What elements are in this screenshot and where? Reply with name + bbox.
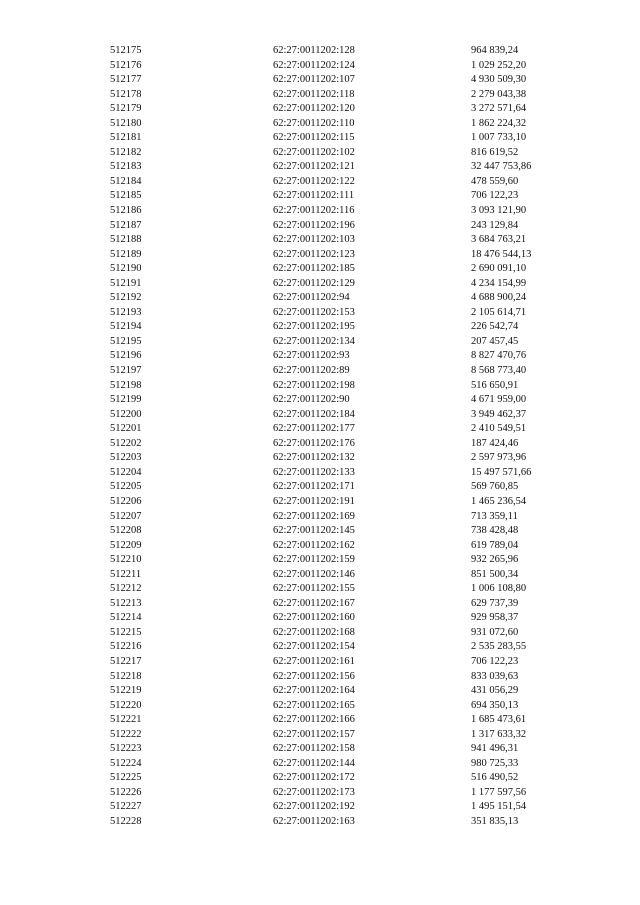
cadastral-number: 62:27:0011202:192 bbox=[273, 801, 355, 813]
row-number: 512194 bbox=[110, 321, 142, 333]
cadastral-number: 62:27:0011202:198 bbox=[273, 379, 355, 391]
cadastral-number: 62:27:0011202:94 bbox=[273, 292, 350, 304]
value-amount: 3 949 462,37 bbox=[471, 408, 527, 420]
table-row bbox=[0, 408, 640, 423]
row-number: 512213 bbox=[110, 597, 142, 609]
table-row bbox=[0, 713, 640, 728]
cadastral-number: 62:27:0011202:160 bbox=[273, 612, 355, 624]
cadastral-number: 62:27:0011202:163 bbox=[273, 815, 355, 827]
table-row bbox=[0, 670, 640, 685]
cadastral-number: 62:27:0011202:158 bbox=[273, 743, 355, 755]
cadastral-number: 62:27:0011202:145 bbox=[273, 525, 355, 537]
row-number: 512207 bbox=[110, 510, 142, 522]
table-row bbox=[0, 189, 640, 204]
table-row bbox=[0, 335, 640, 350]
table-row bbox=[0, 480, 640, 495]
cadastral-number: 62:27:0011202:124 bbox=[273, 59, 355, 71]
table-row bbox=[0, 771, 640, 786]
table-row bbox=[0, 44, 640, 59]
row-number: 512181 bbox=[110, 132, 142, 144]
table-row bbox=[0, 88, 640, 103]
table-row bbox=[0, 262, 640, 277]
cadastral-number: 62:27:0011202:107 bbox=[273, 74, 355, 86]
cadastral-number: 62:27:0011202:116 bbox=[273, 205, 355, 217]
table-row bbox=[0, 437, 640, 452]
table-row bbox=[0, 291, 640, 306]
value-amount: 516 490,52 bbox=[471, 772, 519, 784]
cadastral-number: 62:27:0011202:111 bbox=[273, 190, 355, 202]
value-amount: 207 457,45 bbox=[471, 335, 519, 347]
row-number: 512175 bbox=[110, 45, 142, 56]
cadastral-number: 62:27:0011202:161 bbox=[273, 655, 355, 667]
table-row bbox=[0, 684, 640, 699]
row-number: 512218 bbox=[110, 670, 142, 682]
row-number: 512223 bbox=[110, 743, 142, 755]
value-amount: 1 006 108,80 bbox=[471, 583, 527, 595]
table-row bbox=[0, 175, 640, 190]
row-number: 512179 bbox=[110, 103, 142, 115]
cadastral-number: 62:27:0011202:196 bbox=[273, 219, 355, 231]
value-amount: 18 476 544,13 bbox=[471, 248, 532, 260]
value-amount: 4 671 959,00 bbox=[471, 394, 527, 406]
value-amount: 932 265,96 bbox=[471, 554, 519, 566]
value-amount: 3 684 763,21 bbox=[471, 234, 527, 246]
row-number: 512177 bbox=[110, 74, 142, 86]
cadastral-number: 62:27:0011202:166 bbox=[273, 714, 355, 726]
cadastral-number: 62:27:0011202:93 bbox=[273, 350, 350, 362]
row-number: 512227 bbox=[110, 801, 142, 813]
value-amount: 478 559,60 bbox=[471, 175, 519, 187]
cadastral-number: 62:27:0011202:156 bbox=[273, 670, 355, 682]
row-number: 512220 bbox=[110, 699, 142, 711]
row-number: 512187 bbox=[110, 219, 142, 231]
value-amount: 1 862 224,32 bbox=[471, 117, 527, 129]
table-row bbox=[0, 699, 640, 714]
row-number: 512180 bbox=[110, 117, 142, 129]
cadastral-number: 62:27:0011202:159 bbox=[273, 554, 355, 566]
cadastral-number: 62:27:0011202:146 bbox=[273, 568, 355, 580]
value-amount: 738 428,48 bbox=[471, 525, 519, 537]
value-amount: 431 056,29 bbox=[471, 685, 519, 697]
table-row bbox=[0, 320, 640, 335]
value-amount: 187 424,46 bbox=[471, 437, 519, 449]
table-row bbox=[0, 73, 640, 88]
table-row bbox=[0, 451, 640, 466]
row-number: 512226 bbox=[110, 786, 142, 798]
cadastral-number: 62:27:0011202:154 bbox=[273, 641, 355, 653]
row-number: 512210 bbox=[110, 554, 142, 566]
row-number: 512198 bbox=[110, 379, 142, 391]
table-row bbox=[0, 248, 640, 263]
row-number: 512217 bbox=[110, 655, 142, 667]
cadastral-number: 62:27:0011202:167 bbox=[273, 597, 355, 609]
value-amount: 941 496,31 bbox=[471, 743, 519, 755]
value-amount: 4 930 509,30 bbox=[471, 74, 527, 86]
cadastral-number: 62:27:0011202:129 bbox=[273, 277, 355, 289]
row-number: 512190 bbox=[110, 263, 142, 275]
cadastral-number: 62:27:0011202:155 bbox=[273, 583, 355, 595]
row-number: 512202 bbox=[110, 437, 142, 449]
row-number: 512216 bbox=[110, 641, 142, 653]
table-row bbox=[0, 364, 640, 379]
value-amount: 980 725,33 bbox=[471, 757, 519, 769]
cadastral-number: 62:27:0011202:176 bbox=[273, 437, 355, 449]
value-amount: 816 619,52 bbox=[471, 146, 519, 158]
table-row bbox=[0, 611, 640, 626]
row-number: 512212 bbox=[110, 583, 142, 595]
value-amount: 2 535 283,55 bbox=[471, 641, 527, 653]
table-row bbox=[0, 102, 640, 117]
cadastral-number: 62:27:0011202:133 bbox=[273, 466, 355, 478]
value-amount: 929 958,37 bbox=[471, 612, 519, 624]
cadastral-number: 62:27:0011202:110 bbox=[273, 117, 355, 129]
value-amount: 629 737,39 bbox=[471, 597, 519, 609]
cadastral-number: 62:27:0011202:173 bbox=[273, 786, 355, 798]
row-number: 512214 bbox=[110, 612, 142, 624]
cadastral-number: 62:27:0011202:118 bbox=[273, 88, 355, 100]
table-row bbox=[0, 582, 640, 597]
row-number: 512206 bbox=[110, 495, 142, 507]
value-amount: 32 447 753,86 bbox=[471, 161, 532, 173]
row-number: 512182 bbox=[110, 146, 142, 158]
row-number: 512219 bbox=[110, 685, 142, 697]
row-number: 512209 bbox=[110, 539, 142, 551]
value-amount: 694 350,13 bbox=[471, 699, 519, 711]
row-number: 512186 bbox=[110, 205, 142, 217]
row-number: 512192 bbox=[110, 292, 142, 304]
cadastral-number: 62:27:0011202:90 bbox=[273, 394, 350, 406]
value-amount: 243 129,84 bbox=[471, 219, 519, 231]
table-row bbox=[0, 219, 640, 234]
table-row bbox=[0, 800, 640, 815]
table-row bbox=[0, 728, 640, 743]
row-number: 512211 bbox=[110, 568, 142, 580]
value-amount: 2 690 091,10 bbox=[471, 263, 527, 275]
value-amount: 619 789,04 bbox=[471, 539, 519, 551]
table-row bbox=[0, 59, 640, 74]
cadastral-number: 62:27:0011202:134 bbox=[273, 335, 355, 347]
cadastral-number: 62:27:0011202:89 bbox=[273, 365, 350, 377]
table-row bbox=[0, 131, 640, 146]
table-row bbox=[0, 524, 640, 539]
table-row bbox=[0, 757, 640, 772]
table-row bbox=[0, 349, 640, 364]
table-row bbox=[0, 539, 640, 554]
value-amount: 351 835,13 bbox=[471, 815, 519, 827]
value-amount: 833 039,63 bbox=[471, 670, 519, 682]
value-amount: 3 272 571,64 bbox=[471, 103, 527, 115]
cadastral-number: 62:27:0011202:115 bbox=[273, 132, 355, 144]
row-number: 512203 bbox=[110, 452, 142, 464]
cadastral-number: 62:27:0011202:153 bbox=[273, 306, 355, 318]
table-row bbox=[0, 466, 640, 481]
table-row bbox=[0, 495, 640, 510]
row-number: 512208 bbox=[110, 525, 142, 537]
value-amount: 2 105 614,71 bbox=[471, 306, 527, 318]
value-amount: 15 497 571,66 bbox=[471, 466, 532, 478]
table-row bbox=[0, 640, 640, 655]
cadastral-number: 62:27:0011202:162 bbox=[273, 539, 355, 551]
table-row bbox=[0, 306, 640, 321]
value-amount: 8 827 470,76 bbox=[471, 350, 527, 362]
row-number: 512188 bbox=[110, 234, 142, 246]
table-row bbox=[0, 510, 640, 525]
row-number: 512201 bbox=[110, 423, 142, 435]
row-number: 512221 bbox=[110, 714, 142, 726]
table-row bbox=[0, 742, 640, 757]
row-number: 512178 bbox=[110, 88, 142, 100]
row-number: 512193 bbox=[110, 306, 142, 318]
table-row bbox=[0, 204, 640, 219]
cadastral-number: 62:27:0011202:128 bbox=[273, 45, 355, 56]
value-amount: 1 465 236,54 bbox=[471, 495, 527, 507]
value-amount: 706 122,23 bbox=[471, 655, 519, 667]
value-amount: 2 597 973,96 bbox=[471, 452, 527, 464]
row-number: 512222 bbox=[110, 728, 142, 740]
table-row bbox=[0, 379, 640, 394]
cadastral-number: 62:27:0011202:195 bbox=[273, 321, 355, 333]
row-number: 512205 bbox=[110, 481, 142, 493]
table-row bbox=[0, 568, 640, 583]
table-row bbox=[0, 146, 640, 161]
table-row bbox=[0, 786, 640, 801]
cadastral-number: 62:27:0011202:177 bbox=[273, 423, 355, 435]
cadastral-number: 62:27:0011202:172 bbox=[273, 772, 355, 784]
value-amount: 931 072,60 bbox=[471, 626, 519, 638]
row-number: 512197 bbox=[110, 365, 142, 377]
row-number: 512200 bbox=[110, 408, 142, 420]
row-number: 512224 bbox=[110, 757, 142, 769]
value-amount: 226 542,74 bbox=[471, 321, 519, 333]
cadastral-number: 62:27:0011202:120 bbox=[273, 103, 355, 115]
cadastral-number: 62:27:0011202:122 bbox=[273, 175, 355, 187]
cadastral-number: 62:27:0011202:123 bbox=[273, 248, 355, 260]
table-row bbox=[0, 233, 640, 248]
value-amount: 2 279 043,38 bbox=[471, 88, 527, 100]
value-amount: 706 122,23 bbox=[471, 190, 519, 202]
cadastral-number: 62:27:0011202:157 bbox=[273, 728, 355, 740]
value-amount: 569 760,85 bbox=[471, 481, 519, 493]
cadastral-number: 62:27:0011202:165 bbox=[273, 699, 355, 711]
table-row bbox=[0, 597, 640, 612]
table-row bbox=[0, 553, 640, 568]
value-amount: 713 359,11 bbox=[471, 510, 518, 522]
row-number: 512184 bbox=[110, 175, 142, 187]
value-amount: 1 029 252,20 bbox=[471, 59, 527, 71]
table-row bbox=[0, 160, 640, 175]
value-amount: 3 093 121,90 bbox=[471, 205, 527, 217]
cadastral-number: 62:27:0011202:168 bbox=[273, 626, 355, 638]
cadastral-number: 62:27:0011202:103 bbox=[273, 234, 355, 246]
table-row bbox=[0, 626, 640, 641]
table-row bbox=[0, 815, 640, 830]
row-number: 512176 bbox=[110, 59, 142, 71]
value-amount: 1 685 473,61 bbox=[471, 714, 527, 726]
row-number: 512204 bbox=[110, 466, 142, 478]
value-amount: 4 688 900,24 bbox=[471, 292, 527, 304]
table-row bbox=[0, 655, 640, 670]
cadastral-number: 62:27:0011202:144 bbox=[273, 757, 355, 769]
value-amount: 4 234 154,99 bbox=[471, 277, 527, 289]
table-row bbox=[0, 277, 640, 292]
cadastral-number: 62:27:0011202:132 bbox=[273, 452, 355, 464]
cadastral-number: 62:27:0011202:169 bbox=[273, 510, 355, 522]
row-number: 512191 bbox=[110, 277, 142, 289]
value-amount: 1 317 633,32 bbox=[471, 728, 527, 740]
cadastral-number: 62:27:0011202:171 bbox=[273, 481, 355, 493]
table-row bbox=[0, 422, 640, 437]
row-number: 512215 bbox=[110, 626, 142, 638]
row-number: 512228 bbox=[110, 815, 142, 827]
value-amount: 1 495 151,54 bbox=[471, 801, 527, 813]
cadastral-number: 62:27:0011202:191 bbox=[273, 495, 355, 507]
cadastral-number: 62:27:0011202:164 bbox=[273, 685, 355, 697]
value-amount: 1 177 597,56 bbox=[471, 786, 527, 798]
table-row bbox=[0, 393, 640, 408]
data-table bbox=[0, 44, 640, 830]
value-amount: 964 839,24 bbox=[471, 45, 519, 56]
cadastral-number: 62:27:0011202:185 bbox=[273, 263, 355, 275]
row-number: 512196 bbox=[110, 350, 142, 362]
row-number: 512199 bbox=[110, 394, 142, 406]
row-number: 512183 bbox=[110, 161, 142, 173]
value-amount: 851 500,34 bbox=[471, 568, 519, 580]
cadastral-number: 62:27:0011202:121 bbox=[273, 161, 355, 173]
value-amount: 1 007 733,10 bbox=[471, 132, 527, 144]
cadastral-number: 62:27:0011202:184 bbox=[273, 408, 355, 420]
cadastral-number: 62:27:0011202:102 bbox=[273, 146, 355, 158]
value-amount: 8 568 773,40 bbox=[471, 365, 527, 377]
value-amount: 516 650,91 bbox=[471, 379, 519, 391]
row-number: 512225 bbox=[110, 772, 142, 784]
row-number: 512185 bbox=[110, 190, 142, 202]
row-number: 512195 bbox=[110, 335, 142, 347]
row-number: 512189 bbox=[110, 248, 142, 260]
table-row bbox=[0, 117, 640, 132]
value-amount: 2 410 549,51 bbox=[471, 423, 527, 435]
